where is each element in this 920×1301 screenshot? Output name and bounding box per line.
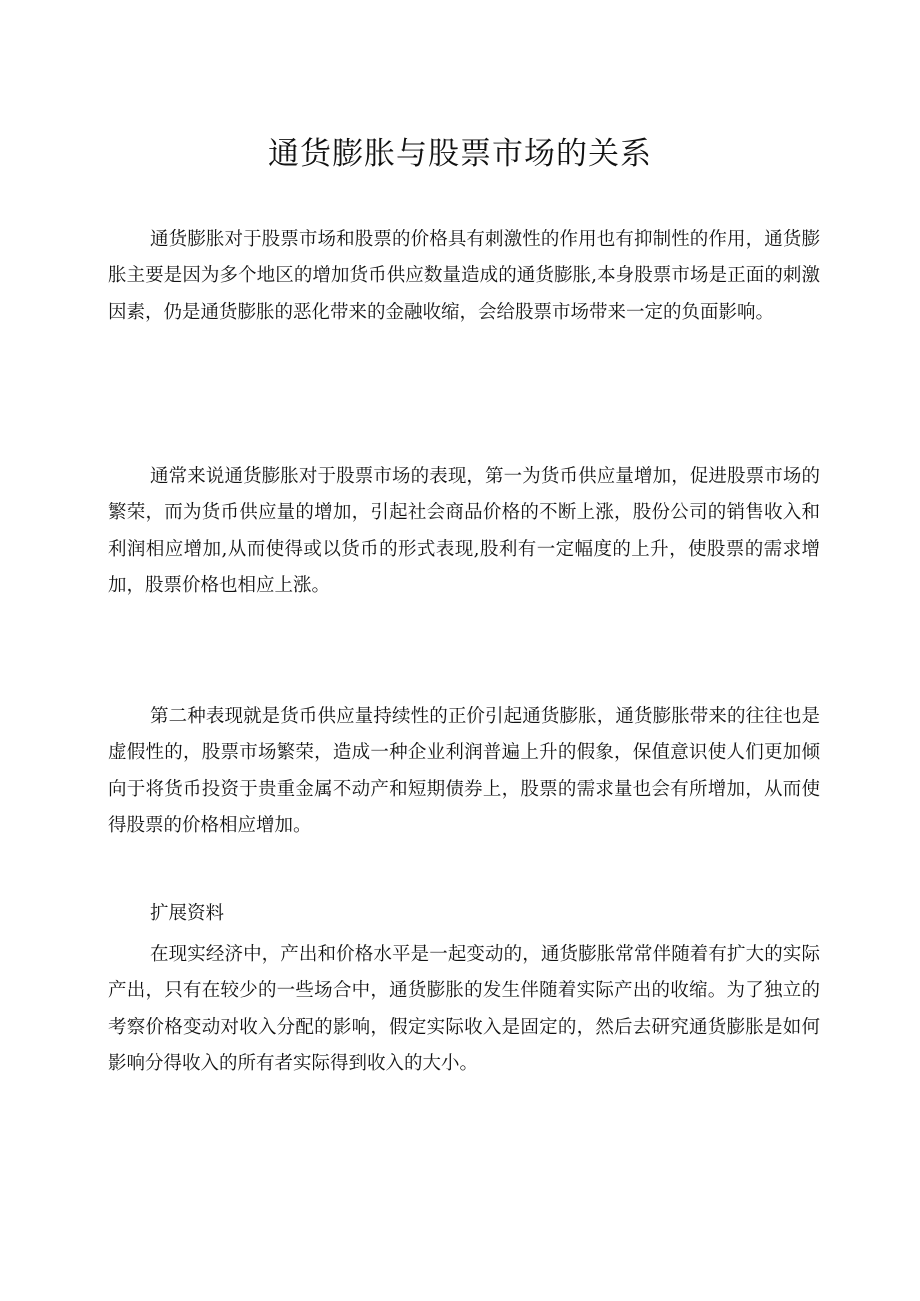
paragraph-extension: 在现实经济中，产出和价格水平是一起变动的，通货膨胀常常伴随着有扩大的实际产出，只有在较少的一些场合中，通货膨胀的发生伴随着实际产出的收缩。为了独立的考察价格变动对收入分配的影响，假定实际收入是固定的，然后去研究通货膨胀是如何影响分得收入的所有者实际得到收入的大小。 <box>108 944 820 1074</box>
extension-heading: 扩展资料 <box>150 903 225 924</box>
paragraph-inflation-effects: 通货膨胀对于股票市场和股票的价格具有刺激性的作用也有抑制性的作用，通货膨胀主要是因为多个地区的增加货币供应数量造成的通货膨胀,本身股票市场是正面的刺激因素，仍是通货膨胀的恶化带来的金融收缩，会给股票市场带来一定的负面影响。 <box>108 229 820 323</box>
document-title: 通货膨胀与股票市场的关系 <box>268 136 652 172</box>
paragraph-second-manifestation: 第二种表现就是货币供应量持续性的正价引起通货膨胀，通货膨胀带来的往往也是虚假性的，股票市场繁荣，造成一种企业利润普遍上升的假象，保值意识使人们更加倾向于将货币投资于贵重金属不动产和短期债券上，股票的需求量也会有所增加，从而使得股票的价格相应增加。 <box>108 706 820 836</box>
paragraph-first-manifestation: 通常来说通货膨胀对于股票市场的表现，第一为货币供应量增加，促进股票市场的繁荣，而为货币供应量的增加，引起社会商品价格的不断上涨，股份公司的销售收入和利润相应增加,从而使得或以货币的形式表现,股利有一定幅度的上升，使股票的需求增加，股票价格也相应上涨。 <box>108 466 820 596</box>
